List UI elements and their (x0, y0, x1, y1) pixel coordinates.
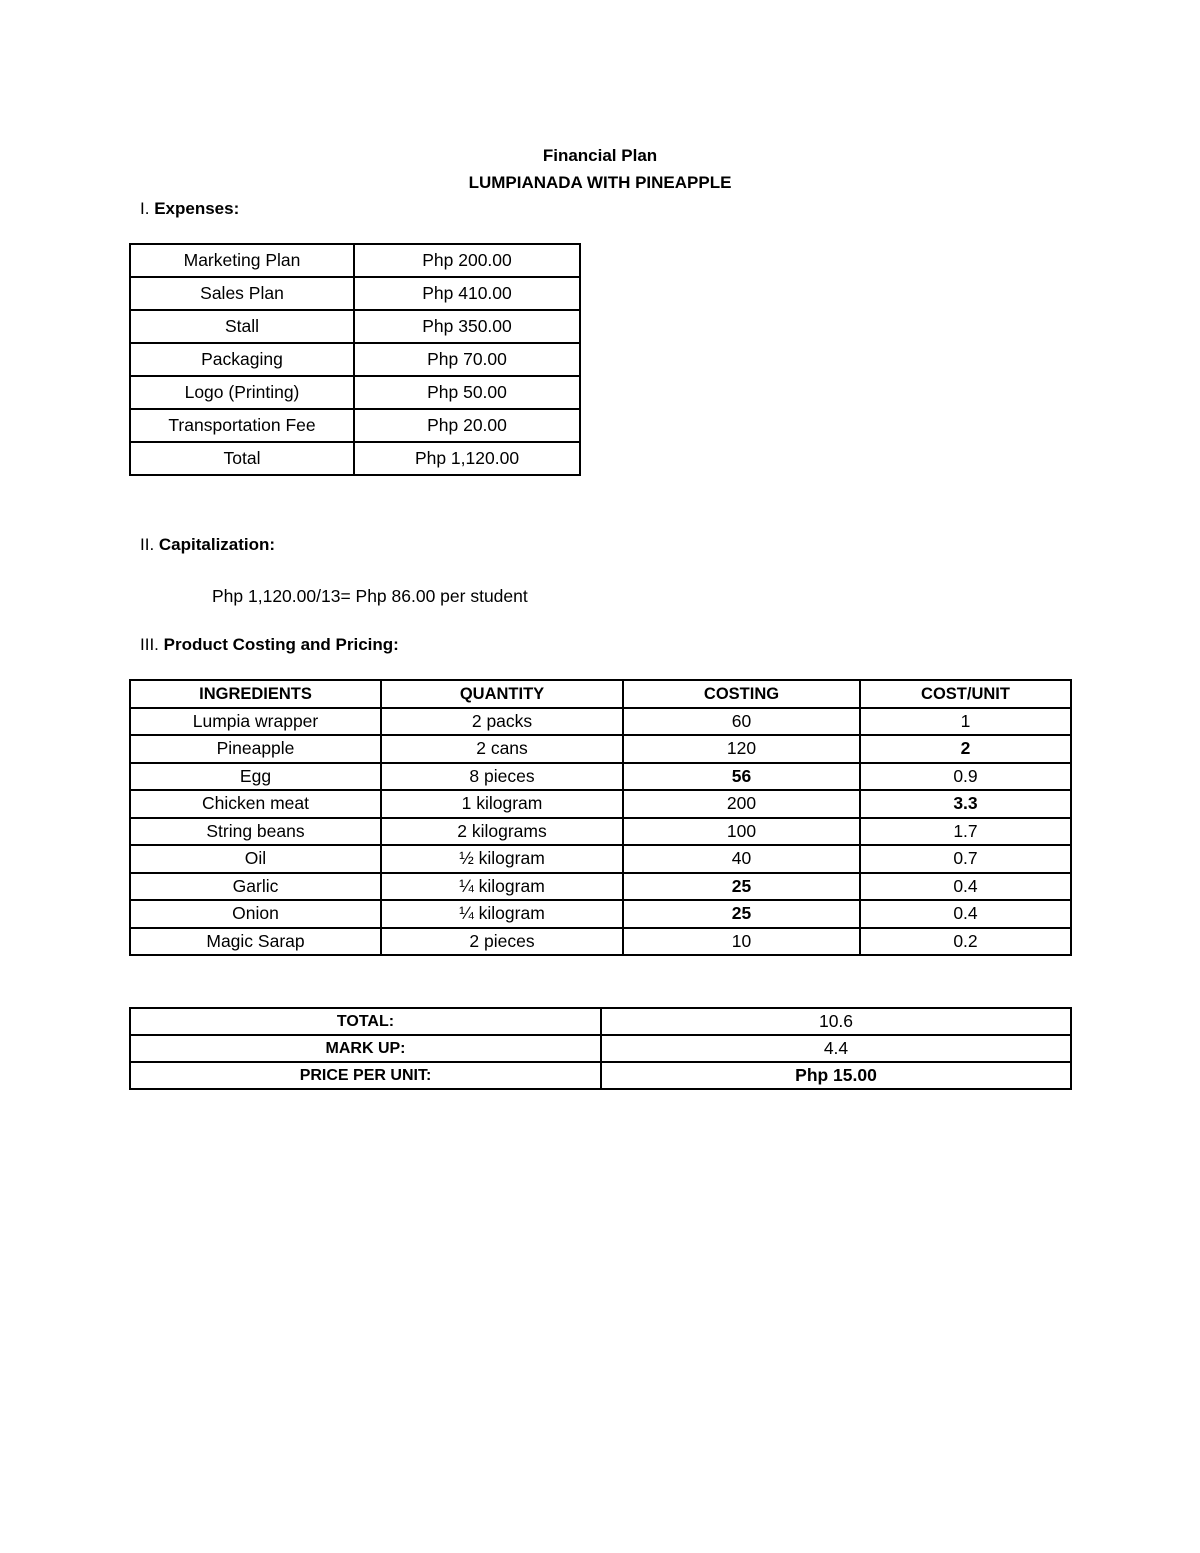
ingredient-cost-unit: 0.4 (860, 873, 1071, 901)
ingredient-name: Magic Sarap (130, 928, 381, 956)
ingredients-table (129, 679, 1072, 956)
ingredient-cost-unit: 0.7 (860, 845, 1071, 873)
header-cost-unit: COST/UNIT (860, 680, 1071, 708)
capitalization-formula: Php 1,120.00/13= Php 86.00 per student (212, 586, 528, 606)
expense-item: Stall (130, 310, 354, 343)
table-row (130, 818, 1071, 846)
table-row (130, 763, 1071, 791)
price-per-unit-value: Php 15.00 (601, 1062, 1071, 1089)
ingredient-quantity: 2 packs (381, 708, 623, 736)
header-ingredients: INGREDIENTS (130, 680, 381, 708)
table-row (130, 845, 1071, 873)
ingredient-cost-unit: 1.7 (860, 818, 1071, 846)
document-subtitle: LUMPIANADA WITH PINEAPPLE (468, 173, 732, 192)
expense-amount: Php 1,120.00 (354, 442, 580, 475)
ingredient-quantity: 1 kilogram (381, 790, 623, 818)
ingredient-quantity: 8 pieces (381, 763, 623, 791)
ingredient-costing: 60 (623, 708, 860, 736)
table-row (130, 900, 1071, 928)
ingredient-name: Chicken meat (130, 790, 381, 818)
total-label: TOTAL: (130, 1008, 601, 1035)
table-row (130, 928, 1071, 956)
table-header-row (130, 680, 1071, 708)
ingredient-quantity: 2 pieces (381, 928, 623, 956)
ingredient-quantity: 2 kilograms (381, 818, 623, 846)
ingredient-costing: 25 (623, 900, 860, 928)
ingredient-name: Onion (130, 900, 381, 928)
totals-table (129, 1007, 1072, 1090)
ingredient-cost-unit: 0.2 (860, 928, 1071, 956)
expense-item: Packaging (130, 343, 354, 376)
total-value: 10.6 (601, 1008, 1071, 1035)
costing-heading (140, 635, 399, 655)
price-per-unit-label: PRICE PER UNIT: (130, 1062, 601, 1089)
table-row (130, 1035, 1071, 1062)
expenses-table (129, 243, 581, 476)
expense-item: Sales Plan (130, 277, 354, 310)
ingredient-costing: 10 (623, 928, 860, 956)
expenses-heading-num: I. (140, 199, 150, 218)
expense-amount: Php 350.00 (354, 310, 580, 343)
ingredient-costing: 40 (623, 845, 860, 873)
table-row (130, 735, 1071, 763)
ingredient-costing: 200 (623, 790, 860, 818)
ingredient-name: String beans (130, 818, 381, 846)
ingredient-cost-unit: 0.4 (860, 900, 1071, 928)
expense-item: Total (130, 442, 354, 475)
expense-amount: Php 200.00 (354, 244, 580, 277)
table-row (130, 790, 1071, 818)
table-row (130, 442, 580, 475)
markup-value: 4.4 (601, 1035, 1071, 1062)
ingredient-name: Egg (130, 763, 381, 791)
costing-heading-text: Product Costing and Pricing: (163, 635, 399, 654)
markup-label: MARK UP: (130, 1035, 601, 1062)
capitalization-heading-text: Capitalization: (158, 535, 276, 554)
expenses-heading (140, 199, 239, 219)
ingredient-quantity: ½ kilogram (381, 845, 623, 873)
ingredient-name: Oil (130, 845, 381, 873)
ingredient-cost-unit: 0.9 (860, 763, 1071, 791)
ingredient-name: Garlic (130, 873, 381, 901)
ingredient-name: Pineapple (130, 735, 381, 763)
ingredient-cost-unit: 1 (860, 708, 1071, 736)
ingredient-costing: 56 (623, 763, 860, 791)
table-row (130, 708, 1071, 736)
header-quantity: QUANTITY (381, 680, 623, 708)
ingredient-costing: 100 (623, 818, 860, 846)
costing-heading-num: III. (140, 635, 159, 654)
expense-amount: Php 20.00 (354, 409, 580, 442)
ingredient-quantity: ¼ kilogram (381, 873, 623, 901)
document-title: Financial Plan (542, 146, 658, 165)
ingredient-cost-unit: 3.3 (860, 790, 1071, 818)
table-row (130, 409, 580, 442)
ingredient-quantity: 2 cans (381, 735, 623, 763)
table-row (130, 244, 580, 277)
table-row (130, 277, 580, 310)
ingredient-costing: 120 (623, 735, 860, 763)
header-costing: COSTING (623, 680, 860, 708)
table-row (130, 343, 580, 376)
ingredient-quantity: ¼ kilogram (381, 900, 623, 928)
expense-amount: Php 50.00 (354, 376, 580, 409)
ingredient-name: Lumpia wrapper (130, 708, 381, 736)
table-row (130, 376, 580, 409)
capitalization-heading-num: II. (140, 535, 155, 554)
table-row (130, 1062, 1071, 1089)
expense-item: Logo (Printing) (130, 376, 354, 409)
expense-amount: Php 410.00 (354, 277, 580, 310)
expenses-heading-text: Expenses: (154, 199, 240, 218)
capitalization-heading (140, 535, 275, 555)
table-row (130, 873, 1071, 901)
expense-amount: Php 70.00 (354, 343, 580, 376)
expense-item: Transportation Fee (130, 409, 354, 442)
table-row (130, 310, 580, 343)
table-row (130, 1008, 1071, 1035)
ingredient-cost-unit: 2 (860, 735, 1071, 763)
expense-item: Marketing Plan (130, 244, 354, 277)
ingredient-costing: 25 (623, 873, 860, 901)
